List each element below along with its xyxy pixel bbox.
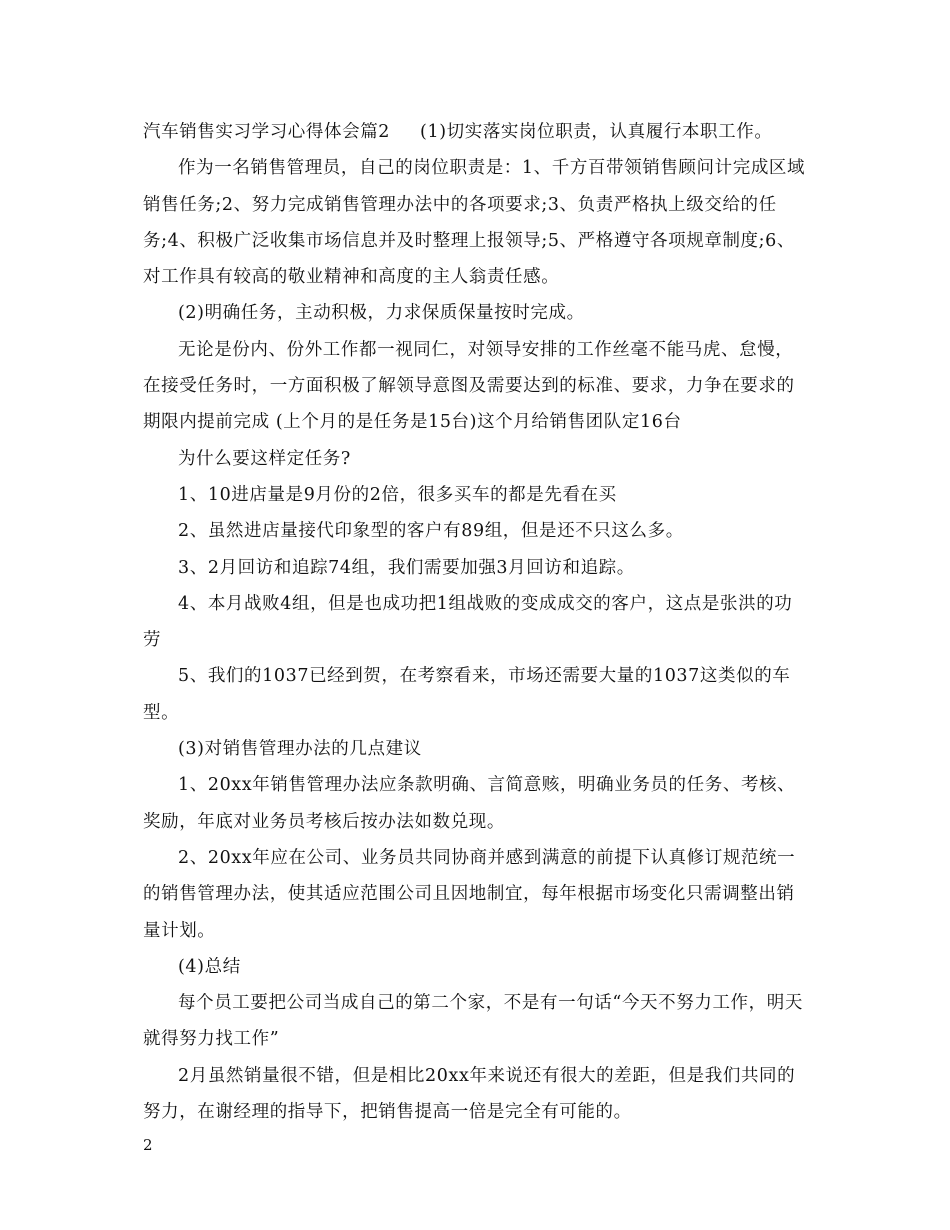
page-number: 2 <box>143 1136 153 1154</box>
paragraph-duties: 作为一名销售管理员，自己的岗位职责是：1、千方百带领销售顾问计完成区域销售任务;2、努力完成销售管理办法中的各项要求;3、负责严格执上级交给的任务;4、积极广泛收集市场信息并及时整理上报领导;5、严格遵守各项规章制度;6、对工作具有较高的敬业精神和高度的主人翁责任感。 <box>143 158 806 288</box>
heading-clear-tasks: (2)明确任务，主动积极，力求保质保量按时完成。 <box>178 303 585 324</box>
title-line <box>143 114 808 150</box>
first-item-heading: (1)切实落实岗位职责，认真履行本职工作。 <box>420 122 773 142</box>
list-item-2: 2、虽然进店量接代印象型的客户有89组，但是还不只这么多。 <box>178 521 684 542</box>
suggestion-2: 2、20xx年应在公司、业务员共同协商并感到满意的前提下认真修订规范统一的销售管理办法，使其适应范围公司且因地制宜，每年根据市场变化只需调整出销量计划。 <box>143 847 796 941</box>
summary-paragraph-2: 2月虽然销量很不错，但是相比20xx年来说还有很大的差距，但是我们共同的努力，在谢经理的指导下，把销售提高一倍是完全有可能的。 <box>143 1065 796 1123</box>
suggestion-1: 1、20xx年销售管理办法应条款明确、言简意赅，明确业务员的任务、考核、奖励，年底对业务员考核后按办法如数兑现。 <box>143 775 796 832</box>
summary-paragraph-1: 每个员工要把公司当成自己的第二个家，不是有一句话“今天不努力工作，明天就得努力找工作” <box>143 993 803 1050</box>
question-why-target: 为什么要这样定任务? <box>178 448 351 469</box>
list-item-1: 1、10进店量是9月份的2倍，很多买车的都是先看在买 <box>178 484 617 505</box>
heading-summary: (4)总结 <box>178 956 241 977</box>
list-item-4: 4、本月战败4组，但是也成功把1组战败的变成成交的客户，这点是张洪的功劳 <box>143 593 793 651</box>
list-item-5: 5、我们的1037已经到贺，在考察看来，市场还需要大量的1037这类似的车型。 <box>143 666 791 723</box>
heading-suggestions: (3)对销售管理办法的几点建议 <box>178 739 422 760</box>
paragraph-task-approach: 无论是份内、份外工作都一视同仁，对领导安排的工作丝毫不能马虎、怠慢，在接受任务时，一方面积极了解领导意图及需要达到的标准、要求，力争在要求的期限内提前完成 (上个月的是任务是15台)这个月给销售团队定16台 <box>143 339 795 433</box>
list-item-3: 3、2月回访和追踪74组，我们需要加强3月回访和追踪。 <box>178 557 635 578</box>
document-title: 汽车销售实习学习心得体会篇2 <box>143 122 391 142</box>
document-body <box>143 114 808 1130</box>
